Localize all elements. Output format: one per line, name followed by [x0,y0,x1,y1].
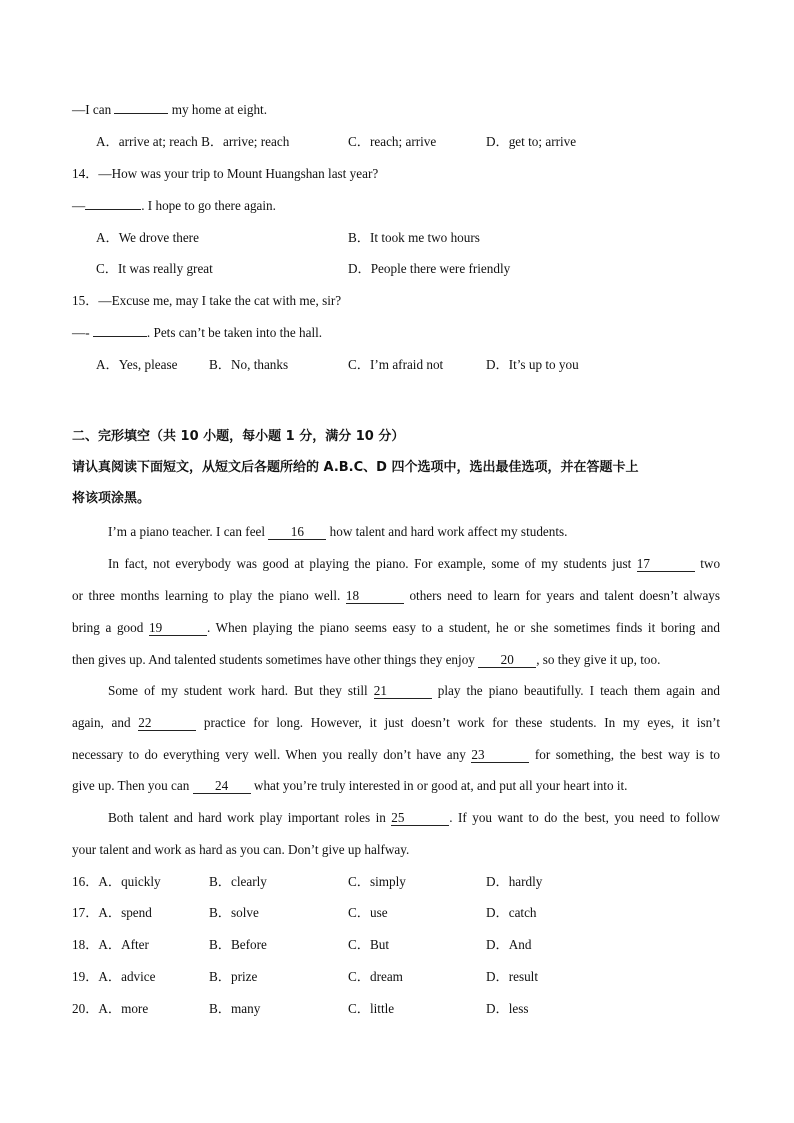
blank-21: 21 [374,684,432,699]
option-d: D．catch [486,905,537,920]
option-a: A．arrive at; reach B．arrive; reach [96,134,290,149]
q14-question: 14．—How was your trip to Mount Huangshan last year? [72,166,379,181]
blank-22: 22 [138,716,196,731]
option-d: D．People there were friendly [348,261,511,276]
passage-line: give up. Then you can 24 what you’re truly interested in or good at, and put all your heart into it. [72,778,628,793]
option-d: D．get to; arrive [486,134,577,149]
blank-18: 18 [346,589,404,604]
q15-dialog: —- . Pets can’t be taken into the hall. [72,325,323,340]
option-c: C．But [348,937,390,952]
blank-23: 23 [471,748,529,763]
section-instruction-cont: 将该项涂黑。 [72,491,151,506]
q14-dialog: — . I hope to go there again. [72,198,276,213]
option-d: D．It’s up to you [486,357,579,372]
answer-blank [93,336,147,337]
option-c: C．reach; arrive [348,134,437,149]
option-b: B．prize [209,969,258,984]
option-b: B．It took me two hours [348,230,480,245]
question-row-17: 17．A．spend [72,905,152,920]
q13-dialog: —I can my home at eight. [72,102,268,117]
passage-line: bring a good 19 . When playing the piano seems easy to a student, he or she sometimes finds it boring and [72,620,720,635]
answer-blank [85,209,141,210]
passage-line: or three months learning to play the piano well. 18 others need to learn for years and talent doesn’t always [72,588,721,603]
question-row-18: 18．A．After [72,937,149,952]
option-a: A．We drove there [96,230,199,245]
option-b: B．Before [209,937,267,952]
question-row-16: 16．A．quickly [72,874,161,889]
passage-line: Both talent and hard work play important roles in 25 . If you want to do the best, you need to follow [108,810,720,825]
option-c: C．simply [348,874,406,889]
option-a: A．Yes, please [96,357,178,372]
option-d: D．hardly [486,874,543,889]
passage-line: In fact, not everybody was good at playing the piano. For example, some of my students just 17 two [108,556,721,571]
section-instruction: 请认真阅读下面短文，从短文后各题所给的 A.B.C、D 四个选项中，选出最佳选项，并在答题卡上 [72,460,639,475]
q15-question: 15．—Excuse me, may I take the cat with me, sir? [72,293,342,308]
passage-line: Some of my student work hard. But they still 21 play the piano beautifully. I teach them again and [108,683,721,698]
option-d: D．result [486,969,539,984]
blank-24: 24 [193,779,251,794]
option-b: B．many [209,1001,261,1016]
option-c: C．little [348,1001,395,1016]
blank-20: 20 [478,653,536,668]
option-d: D．And [486,937,532,952]
passage-line: I’m a piano teacher. I can feel 16 how talent and hard work affect my students. [108,524,568,539]
blank-16: 16 [268,525,326,540]
passage-line: necessary to do everything very well. When you really don’t have any 23 for something, the best way is to [72,747,721,762]
section-title: 二、完形填空（共 10 小题，每小题 1 分，满分 10 分） [72,429,405,444]
passage-line: again, and 22 practice for long. However, it just doesn’t work for these students. In my eyes, it isn’t [72,715,720,730]
passage-line: your talent and work as hard as you can. Don’t give up halfway. [72,842,410,857]
option-d: D．less [486,1001,529,1016]
blank-19: 19 [149,621,207,636]
option-b: B．solve [209,905,259,920]
option-c: C．I’m afraid not [348,357,444,372]
passage-line: then gives up. And talented students sometimes have other things they enjoy 20 , so they give it up, too. [72,652,661,667]
blank-17: 17 [637,557,695,572]
option-b: B．clearly [209,874,267,889]
option-b: B．No, thanks [209,357,289,372]
blank-25: 25 [391,811,449,826]
question-row-19: 19．A．advice [72,969,156,984]
option-c: C．use [348,905,388,920]
question-row-20: 20．A．more [72,1001,149,1016]
option-c: C．It was really great [96,261,213,276]
option-c: C．dream [348,969,403,984]
answer-blank [114,113,168,114]
